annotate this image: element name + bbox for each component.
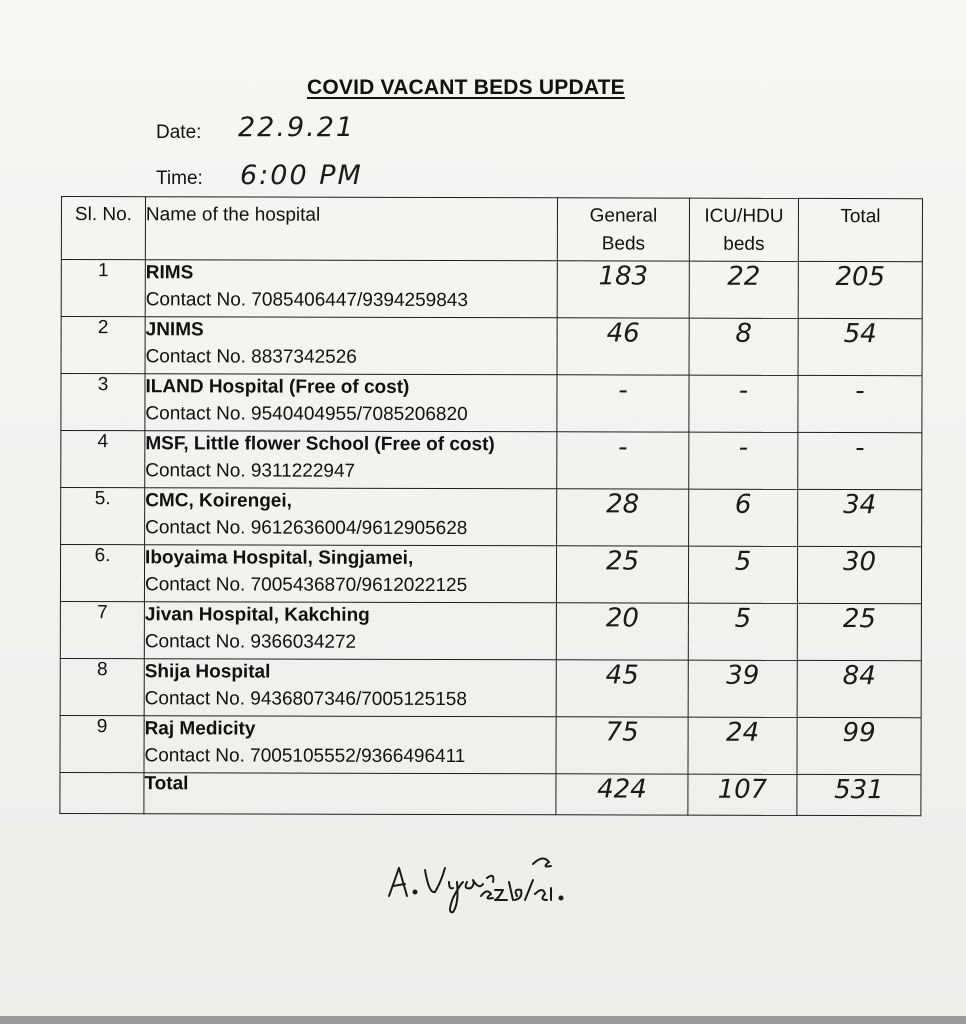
total-label: Total xyxy=(144,773,556,815)
icu-beds-value: 22 xyxy=(689,261,798,318)
icu-beds-value: 8 xyxy=(689,318,798,375)
page-bottom-edge xyxy=(0,1016,966,1024)
general-beds-value: 20 xyxy=(556,603,688,660)
hospital-name: Raj Medicity xyxy=(144,718,256,740)
row-sl-no: 7 xyxy=(60,601,144,658)
row-hospital xyxy=(145,374,557,432)
total-beds-value: 30 xyxy=(797,546,921,603)
table-row xyxy=(61,260,922,319)
vacant-beds-table xyxy=(59,196,923,816)
general-beds-value: 75 xyxy=(556,717,688,774)
table-row xyxy=(61,488,922,547)
hospital-contact: Contact No. 7085406447/9394259843 xyxy=(145,289,468,312)
hospital-name: RIMS xyxy=(145,262,194,284)
header-icu-beds xyxy=(689,198,798,261)
total-beds-value: 25 xyxy=(797,603,921,660)
total-icu-beds: 107 xyxy=(688,774,797,815)
icu-beds-value: - xyxy=(689,375,798,432)
grand-total-beds: 531 xyxy=(797,774,921,815)
table-row xyxy=(60,601,921,660)
icu-beds-value: 39 xyxy=(688,660,797,717)
header-general-line1: General xyxy=(589,205,658,227)
row-sl-no: 4 xyxy=(61,431,145,488)
hospital-name: MSF, Little flower School (Free of cost) xyxy=(145,433,495,456)
row-sl-no: 5. xyxy=(61,488,145,545)
hospital-contact: Contact No. 7005436870/9612022125 xyxy=(144,574,468,597)
icu-beds-value: 24 xyxy=(688,717,797,774)
row-sl-no: 9 xyxy=(60,715,144,772)
date-label: Date: xyxy=(156,122,202,143)
general-beds-value: 45 xyxy=(556,660,688,717)
hospital-name: Shija Hospital xyxy=(144,661,271,683)
total-beds-value: - xyxy=(798,375,922,432)
date-value: 22.9.21 xyxy=(238,112,356,143)
row-hospital xyxy=(145,317,557,375)
row-hospital xyxy=(144,659,556,717)
header-general-line2: Beds xyxy=(601,233,646,255)
hospital-contact: Contact No. 9366034272 xyxy=(144,631,357,653)
table-row xyxy=(60,715,921,774)
total-beds-value: 54 xyxy=(798,318,922,375)
total-beds-value: 34 xyxy=(798,489,922,546)
general-beds-value: 28 xyxy=(557,489,689,546)
hospital-name: CMC, Koirengei, xyxy=(145,490,292,512)
table-row xyxy=(60,658,921,717)
hospital-contact: Contact No. 9311222947 xyxy=(145,460,356,482)
general-beds-value: - xyxy=(557,375,689,432)
row-hospital xyxy=(144,545,556,603)
total-general-beds: 424 xyxy=(556,774,688,815)
hospital-name: ILAND Hospital (Free of cost) xyxy=(145,376,410,398)
hospital-contact: Contact No. 9436807346/7005125158 xyxy=(144,688,467,711)
total-beds-value: - xyxy=(798,432,922,489)
general-beds-value: 25 xyxy=(556,546,688,603)
total-beds-value: 205 xyxy=(798,261,922,318)
hospital-name: Iboyaima Hospital, Singjamei, xyxy=(145,547,414,569)
table-row xyxy=(61,374,922,433)
row-hospital xyxy=(144,716,556,774)
header-general-beds xyxy=(557,198,689,261)
table-row xyxy=(60,545,921,604)
hospital-name: Jivan Hospital, Kakching xyxy=(144,604,370,626)
time-label: Time: xyxy=(156,168,203,189)
row-sl-no: 8 xyxy=(60,658,144,715)
row-sl-no: 2 xyxy=(61,317,145,374)
hospital-contact: Contact No. 7005105552/9366496411 xyxy=(144,745,466,768)
hospital-contact: Contact No. 8837342526 xyxy=(145,346,357,368)
handwritten-signature xyxy=(383,838,643,918)
header-total: Total xyxy=(798,198,922,261)
general-beds-value: 183 xyxy=(557,261,689,318)
hospital-contact: Contact No. 9540404955/7085206820 xyxy=(145,403,468,426)
time-value: 6:00 PM xyxy=(240,160,363,191)
row-hospital xyxy=(144,602,556,660)
total-row-empty-cell xyxy=(60,772,144,813)
row-sl-no: 1 xyxy=(61,260,145,317)
header-sl-no: Sl. No. xyxy=(61,197,145,260)
icu-beds-value: - xyxy=(689,432,798,489)
table-row xyxy=(61,431,922,490)
row-hospital xyxy=(145,488,557,546)
header-icu-line2: beds xyxy=(723,233,765,255)
total-beds-value: 99 xyxy=(797,717,921,774)
icu-beds-value: 6 xyxy=(689,489,798,546)
hospital-name: JNIMS xyxy=(145,319,204,341)
row-sl-no: 6. xyxy=(60,545,144,602)
general-beds-value: - xyxy=(557,432,689,489)
document-title: COVID VACANT BEDS UPDATE xyxy=(307,76,625,99)
general-beds-value: 46 xyxy=(557,318,689,375)
row-sl-no: 3 xyxy=(61,374,145,431)
table-total-row xyxy=(60,772,921,815)
table-header-row xyxy=(61,197,922,262)
hospital-contact: Contact No. 9612636004/9612905628 xyxy=(145,517,468,540)
total-beds-value: 84 xyxy=(797,660,921,717)
row-hospital xyxy=(145,431,557,489)
icu-beds-value: 5 xyxy=(688,546,797,603)
header-hospital-name: Name of the hospital xyxy=(145,197,557,261)
header-icu-line1: ICU/HDU xyxy=(704,205,784,227)
table-row xyxy=(61,317,922,376)
row-hospital xyxy=(145,260,557,318)
icu-beds-value: 5 xyxy=(688,603,797,660)
